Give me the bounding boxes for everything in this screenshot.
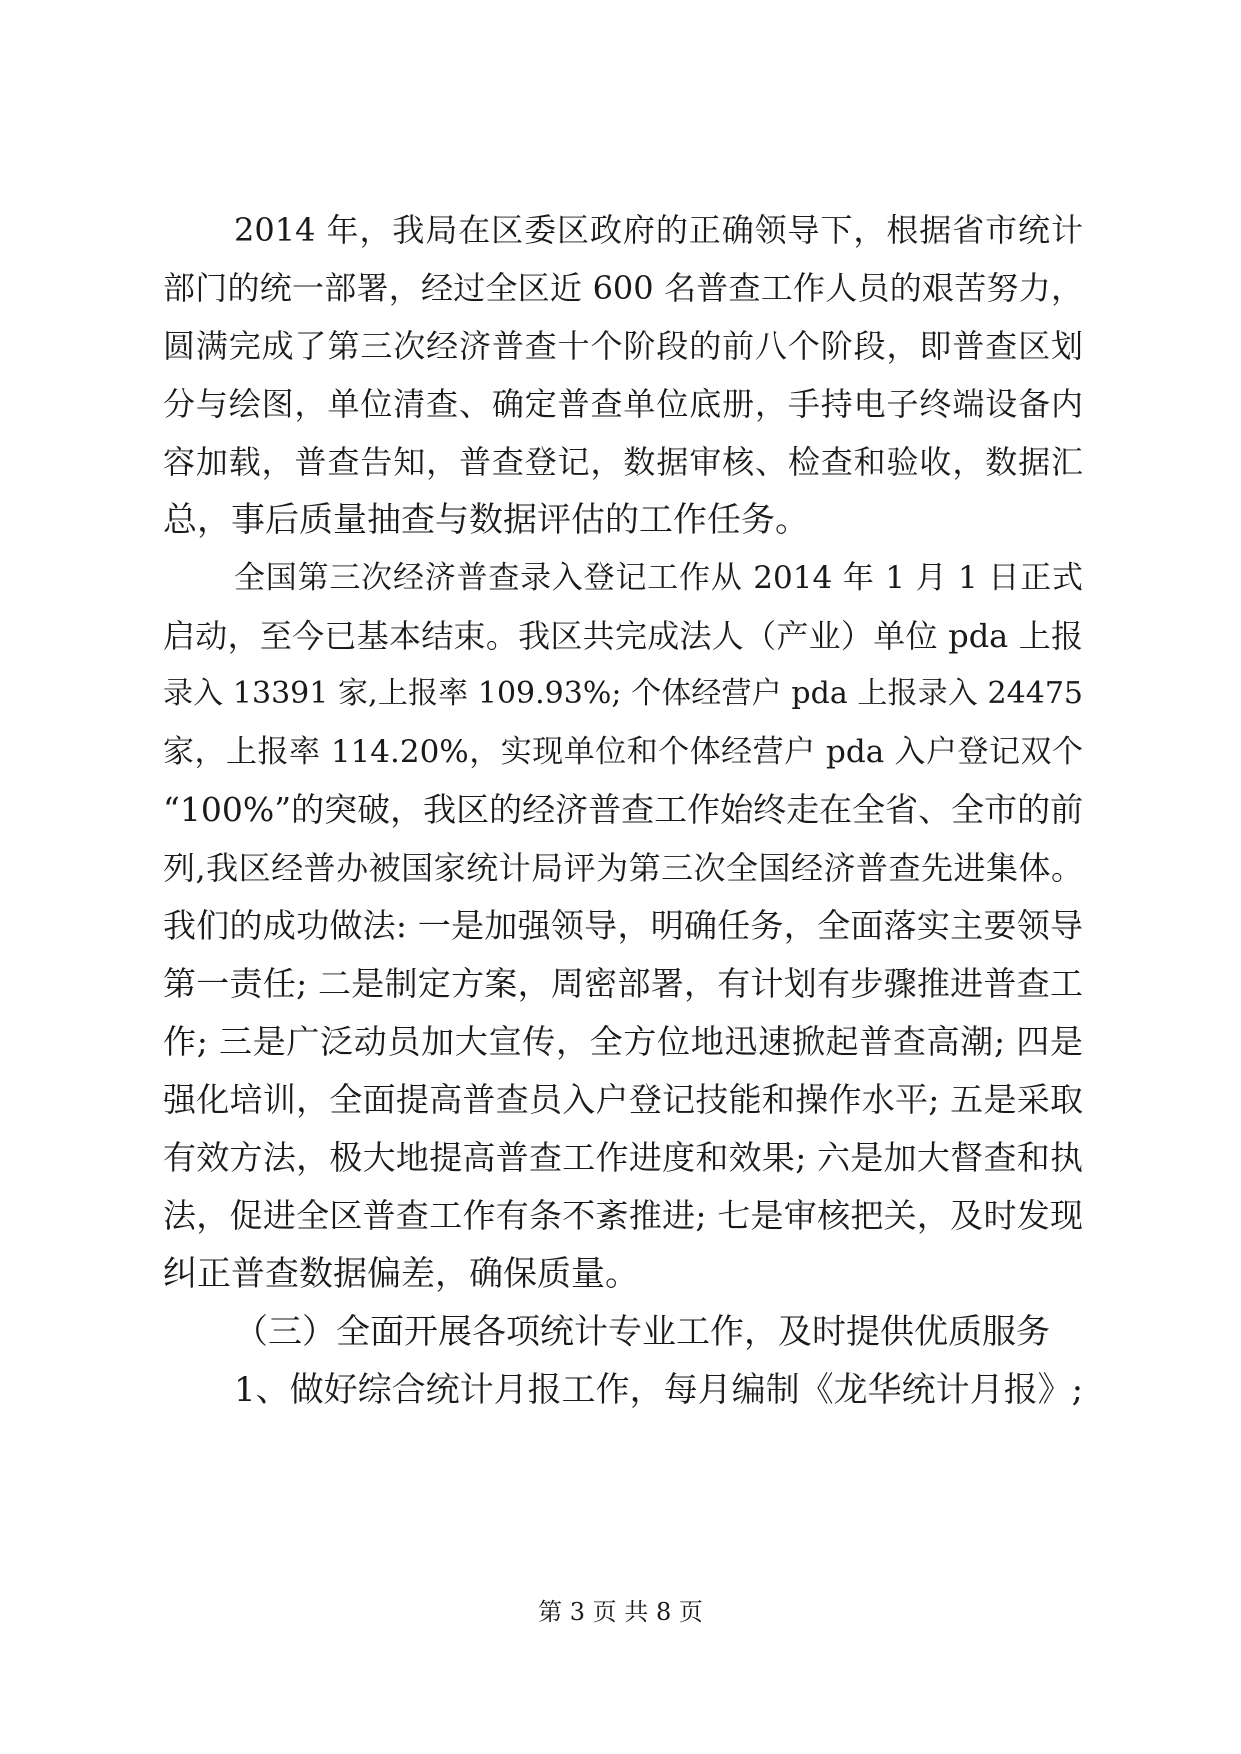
paragraph-2-line-13: 纠正普查数据偏差，确保质量。 — [163, 1254, 639, 1294]
paragraph-2-line-9: 作; 三是广泛动员加大宣传，全方位地迅速掀起普查高潮; 四是 — [163, 1022, 1083, 1061]
paragraph-2-line-2: 启动，至今已基本结束。我区共完成法人（产业）单位 pda 上报 — [163, 617, 1083, 655]
paragraph-1-line-2: 部门的统一部署，经过全区近 600 名普查工作人员的艰苦努力， — [163, 269, 1083, 307]
paragraph-1-line-1: 2014 年，我局在区委区政府的正确领导下，根据省市统计 — [234, 211, 1083, 249]
paragraph-2-line-12: 法，促进全区普查工作有条不紊推进; 七是审核把关，及时发现 — [163, 1196, 1083, 1235]
paragraph-1-line-6: 总，事后质量抽查与数据评估的工作任务。 — [163, 500, 809, 540]
paragraph-2-line-6: 列,我区经普办被国家统计局评为第三次全国经济普查先进集体。 — [163, 849, 1083, 887]
paragraph-2-line-7: 我们的成功做法: 一是加强领导，明确任务，全面落实主要领导 — [163, 906, 1083, 945]
page-footer: 第 3 页 共 8 页 — [538, 1598, 703, 1626]
paragraph-2-line-10: 强化培训，全面提高普查员入户登记技能和操作水平; 五是采取 — [163, 1080, 1083, 1119]
paragraph-2-line-4: 家，上报率 114.20%，实现单位和个体经营户 pda 入户登记双个 — [163, 734, 1083, 770]
paragraph-2-line-5: “100%”的突破，我区的经济普查工作始终走在全省、全市的前 — [163, 790, 1084, 829]
paragraph-1-line-5: 容加载，普查告知，普查登记，数据审核、检查和验收，数据汇 — [163, 443, 1083, 481]
paragraph-1-line-3: 圆满完成了第三次经济普查十个阶段的前八个阶段，即普查区划 — [163, 327, 1083, 365]
paragraph-2-line-3: 录入 13391 家,上报率 109.93%; 个体经营户 pda 上报录入 24475 — [163, 676, 1083, 711]
paragraph-1-line-4: 分与绘图，单位清查、确定普查单位底册，手持电子终端设备内 — [163, 385, 1083, 423]
list-item-1: 1、做好综合统计月报工作，每月编制《龙华统计月报》; — [234, 1370, 1084, 1410]
section-heading: （三）全面开展各项统计专业工作，及时提供优质服务 — [234, 1312, 1050, 1352]
paragraph-2-line-8: 第一责任; 二是制定方案，周密部署，有计划有步骤推进普查工 — [163, 964, 1083, 1003]
paragraph-2-line-11: 有效方法，极大地提高普查工作进度和效果; 六是加大督查和执 — [163, 1138, 1083, 1177]
paragraph-2-line-1: 全国第三次经济普查录入登记工作从 2014 年 1 月 1 日正式 — [234, 560, 1083, 596]
